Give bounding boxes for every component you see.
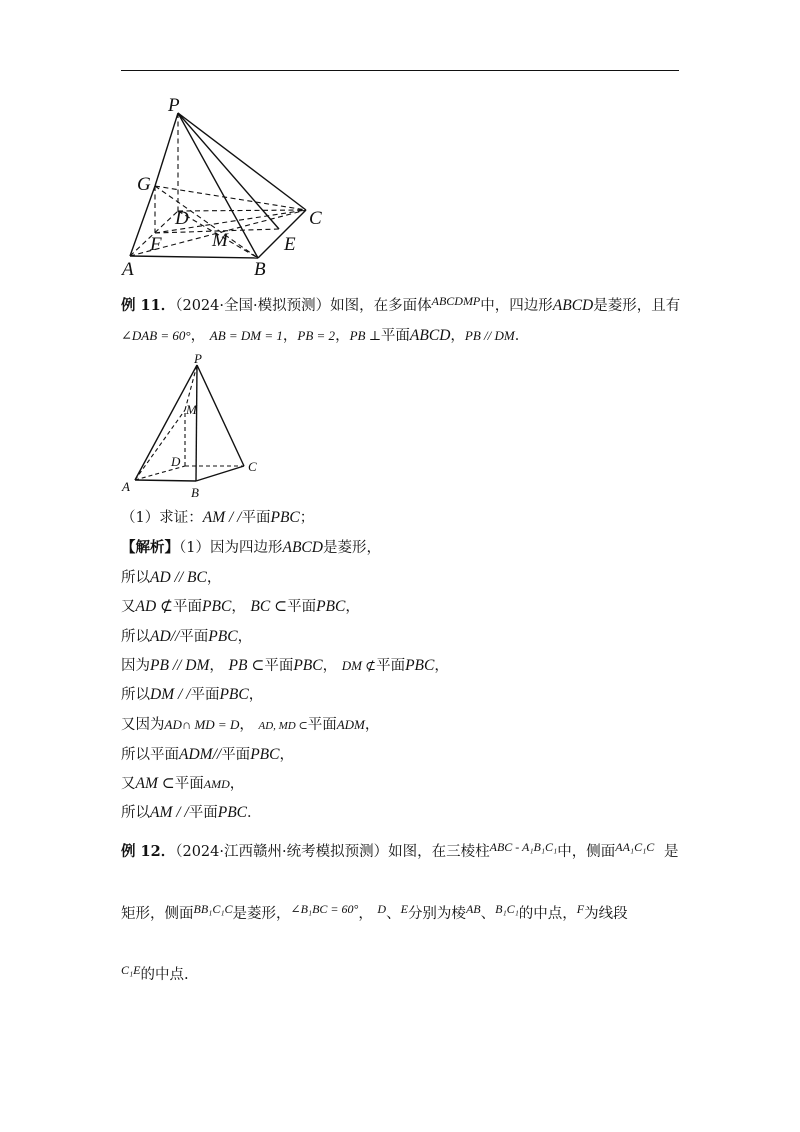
math: AB <box>465 902 481 916</box>
text: ， <box>322 658 338 674</box>
text: 为线段 <box>584 906 628 922</box>
math: E <box>400 902 408 916</box>
text: （1）求证： <box>121 510 203 526</box>
text: 平面 <box>241 510 271 526</box>
math: AD // BC <box>150 569 207 586</box>
example-12-line-2 <box>121 904 628 924</box>
figure-2-pyramid <box>118 348 268 503</box>
fig2-label-p: P <box>194 351 202 366</box>
math: PBC <box>405 657 435 674</box>
math: AD// <box>150 628 180 645</box>
math: B₁C₁ <box>495 902 519 916</box>
text: （2024·江西赣州·统考模拟预测）如图，在三棱柱 <box>175 844 490 860</box>
text: 的中点. <box>140 967 189 983</box>
text: ， <box>237 629 253 645</box>
math: AD, MD ⊂ <box>258 720 308 732</box>
math: PBC <box>217 804 248 821</box>
text: 所以 <box>121 687 150 703</box>
text: 是菱形， <box>232 906 291 922</box>
solution-line-3 <box>121 597 360 617</box>
math: DM ⊄ <box>341 658 377 673</box>
fig1-label-d: D <box>175 208 189 229</box>
text: ． <box>247 805 262 821</box>
fig1-label-b: B <box>254 259 266 280</box>
text: ， <box>282 328 298 344</box>
math: BC ⊂ <box>250 598 288 615</box>
text: 、 <box>386 906 401 922</box>
fig1-label-m: M <box>212 230 228 251</box>
text: 因为 <box>121 658 150 674</box>
text: 平面 <box>221 747 251 763</box>
text: 是菱形，且有 <box>593 298 681 314</box>
math: PB ⊂ <box>228 657 265 674</box>
figure-1-polyhedron <box>118 98 348 283</box>
math: ADM// <box>179 746 222 763</box>
face-2: BB₁C₁C <box>193 902 233 916</box>
text: 平面 <box>380 328 410 344</box>
math: PBC <box>316 598 346 615</box>
math: C₁E <box>121 963 141 977</box>
text: 、 <box>480 906 496 922</box>
text: 所以 <box>121 629 150 645</box>
math: DM / / <box>150 686 191 703</box>
text: ． <box>514 328 530 344</box>
text: （1）因为四边形 <box>179 540 283 556</box>
text: ， <box>239 717 254 733</box>
text: 中，四边形 <box>480 298 553 314</box>
text: 平面 <box>188 805 218 821</box>
math: ADM <box>336 717 365 732</box>
math: PBC <box>219 686 249 703</box>
text: 平面 <box>174 776 204 792</box>
example-11-label: 例 11． <box>121 297 176 314</box>
math: ABCD <box>282 539 323 556</box>
text: ， <box>335 328 350 344</box>
math: AM ⊂ <box>135 775 175 792</box>
prism-name: ABC - A₁B₁C₁ <box>489 840 558 854</box>
fig2-label-d: D <box>171 454 181 469</box>
math: AMD <box>203 777 230 791</box>
math: AM / / <box>150 804 189 821</box>
q1-statement: AM / / <box>202 509 242 526</box>
math: AD∩ MD = D <box>164 717 240 732</box>
math: AD ⊄ <box>135 598 174 615</box>
solution-line-4 <box>121 627 252 647</box>
example-11-source: （2024·全国·模拟预测）如图，在多面体 <box>175 298 432 314</box>
math: PB // DM <box>150 657 210 674</box>
text: 所以 <box>121 570 150 586</box>
q1-plane: PBC <box>270 509 300 526</box>
text: ， <box>450 328 465 344</box>
fig2-label-c: C <box>248 459 257 474</box>
math: PBC <box>208 628 238 645</box>
pb-parallel-dm: PB // DM <box>464 328 515 343</box>
text: 中，侧面 <box>557 844 616 860</box>
fig1-label-f: F <box>150 234 162 255</box>
quadrilateral-name: ABCD <box>552 297 594 314</box>
pb-length: PB = 2 <box>297 328 336 343</box>
text: 又 <box>121 599 136 615</box>
text: 是菱形， <box>322 540 381 556</box>
figure-2-svg <box>118 348 268 503</box>
fig1-label-a: A <box>122 259 134 280</box>
example-12-line-1 <box>121 840 679 862</box>
text: 平面 <box>190 687 220 703</box>
solution-tag: 【解析】 <box>121 539 179 556</box>
example-11-line-2 <box>121 326 529 346</box>
math: PBC <box>202 598 232 615</box>
text: ， <box>209 658 224 674</box>
fig1-label-p: P <box>168 98 180 116</box>
text: ， <box>279 747 294 763</box>
solution-line-10 <box>121 803 262 823</box>
text: 平面 <box>173 599 203 615</box>
solution-line-1 <box>121 538 381 558</box>
text: 分别为棱 <box>407 906 466 922</box>
solution-line-6 <box>121 685 263 705</box>
text: ， <box>206 570 222 586</box>
example-11-line-1 <box>121 296 680 316</box>
text: ， <box>345 599 360 615</box>
fig1-label-e: E <box>284 234 296 255</box>
fig2-label-a: A <box>122 479 130 494</box>
solution-line-5 <box>121 656 449 676</box>
text: 平面 <box>287 599 317 615</box>
angle-condition: ∠DAB = 60° <box>121 328 191 343</box>
text: 平面 <box>179 629 209 645</box>
text: ， <box>364 717 380 733</box>
fig2-label-b: B <box>191 485 199 500</box>
question-1 <box>121 508 314 528</box>
text: ， <box>358 906 373 922</box>
fig1-label-c: C <box>309 208 322 229</box>
figure-1-svg <box>118 98 348 283</box>
math: D <box>377 902 387 916</box>
text: 又因为 <box>121 717 165 733</box>
polyhedron-name: ABCDMP <box>431 294 481 308</box>
solution-line-2 <box>121 568 221 588</box>
solution-line-9 <box>121 774 244 794</box>
text: 平面 <box>307 717 337 733</box>
text: 又 <box>121 776 136 792</box>
perp-plane: ABCD <box>409 327 451 344</box>
text: ； <box>299 510 315 526</box>
pb-perp: PB ⊥ <box>349 328 381 343</box>
solution-line-7 <box>121 715 379 736</box>
text: 所以 <box>121 805 150 821</box>
text: ， <box>190 328 206 344</box>
math: F <box>576 902 585 916</box>
math: PBC <box>250 746 280 763</box>
length-condition: AB = DM = 1 <box>209 328 283 343</box>
text: 平面 <box>376 658 406 674</box>
fig2-label-m: M <box>186 402 197 417</box>
angle-b1bc: ∠B₁BC = 60° <box>290 902 359 916</box>
text: 平面 <box>264 658 294 674</box>
fig1-label-g: G <box>137 174 151 195</box>
solution-line-8 <box>121 745 294 765</box>
text: 的中点， <box>518 906 577 922</box>
text: ， <box>248 687 264 703</box>
example-12-line-3 <box>121 965 189 985</box>
text: ， <box>434 658 449 674</box>
face-1: AA₁C₁C <box>615 840 655 854</box>
text: 矩形，侧面 <box>121 906 194 922</box>
math: PBC <box>293 657 323 674</box>
text: ， <box>229 776 245 792</box>
text: ， <box>231 599 246 615</box>
text: 所以平面 <box>121 747 179 763</box>
header-rule <box>121 70 679 71</box>
example-12-label: 例 12． <box>121 843 176 860</box>
text: 是 <box>664 844 679 860</box>
